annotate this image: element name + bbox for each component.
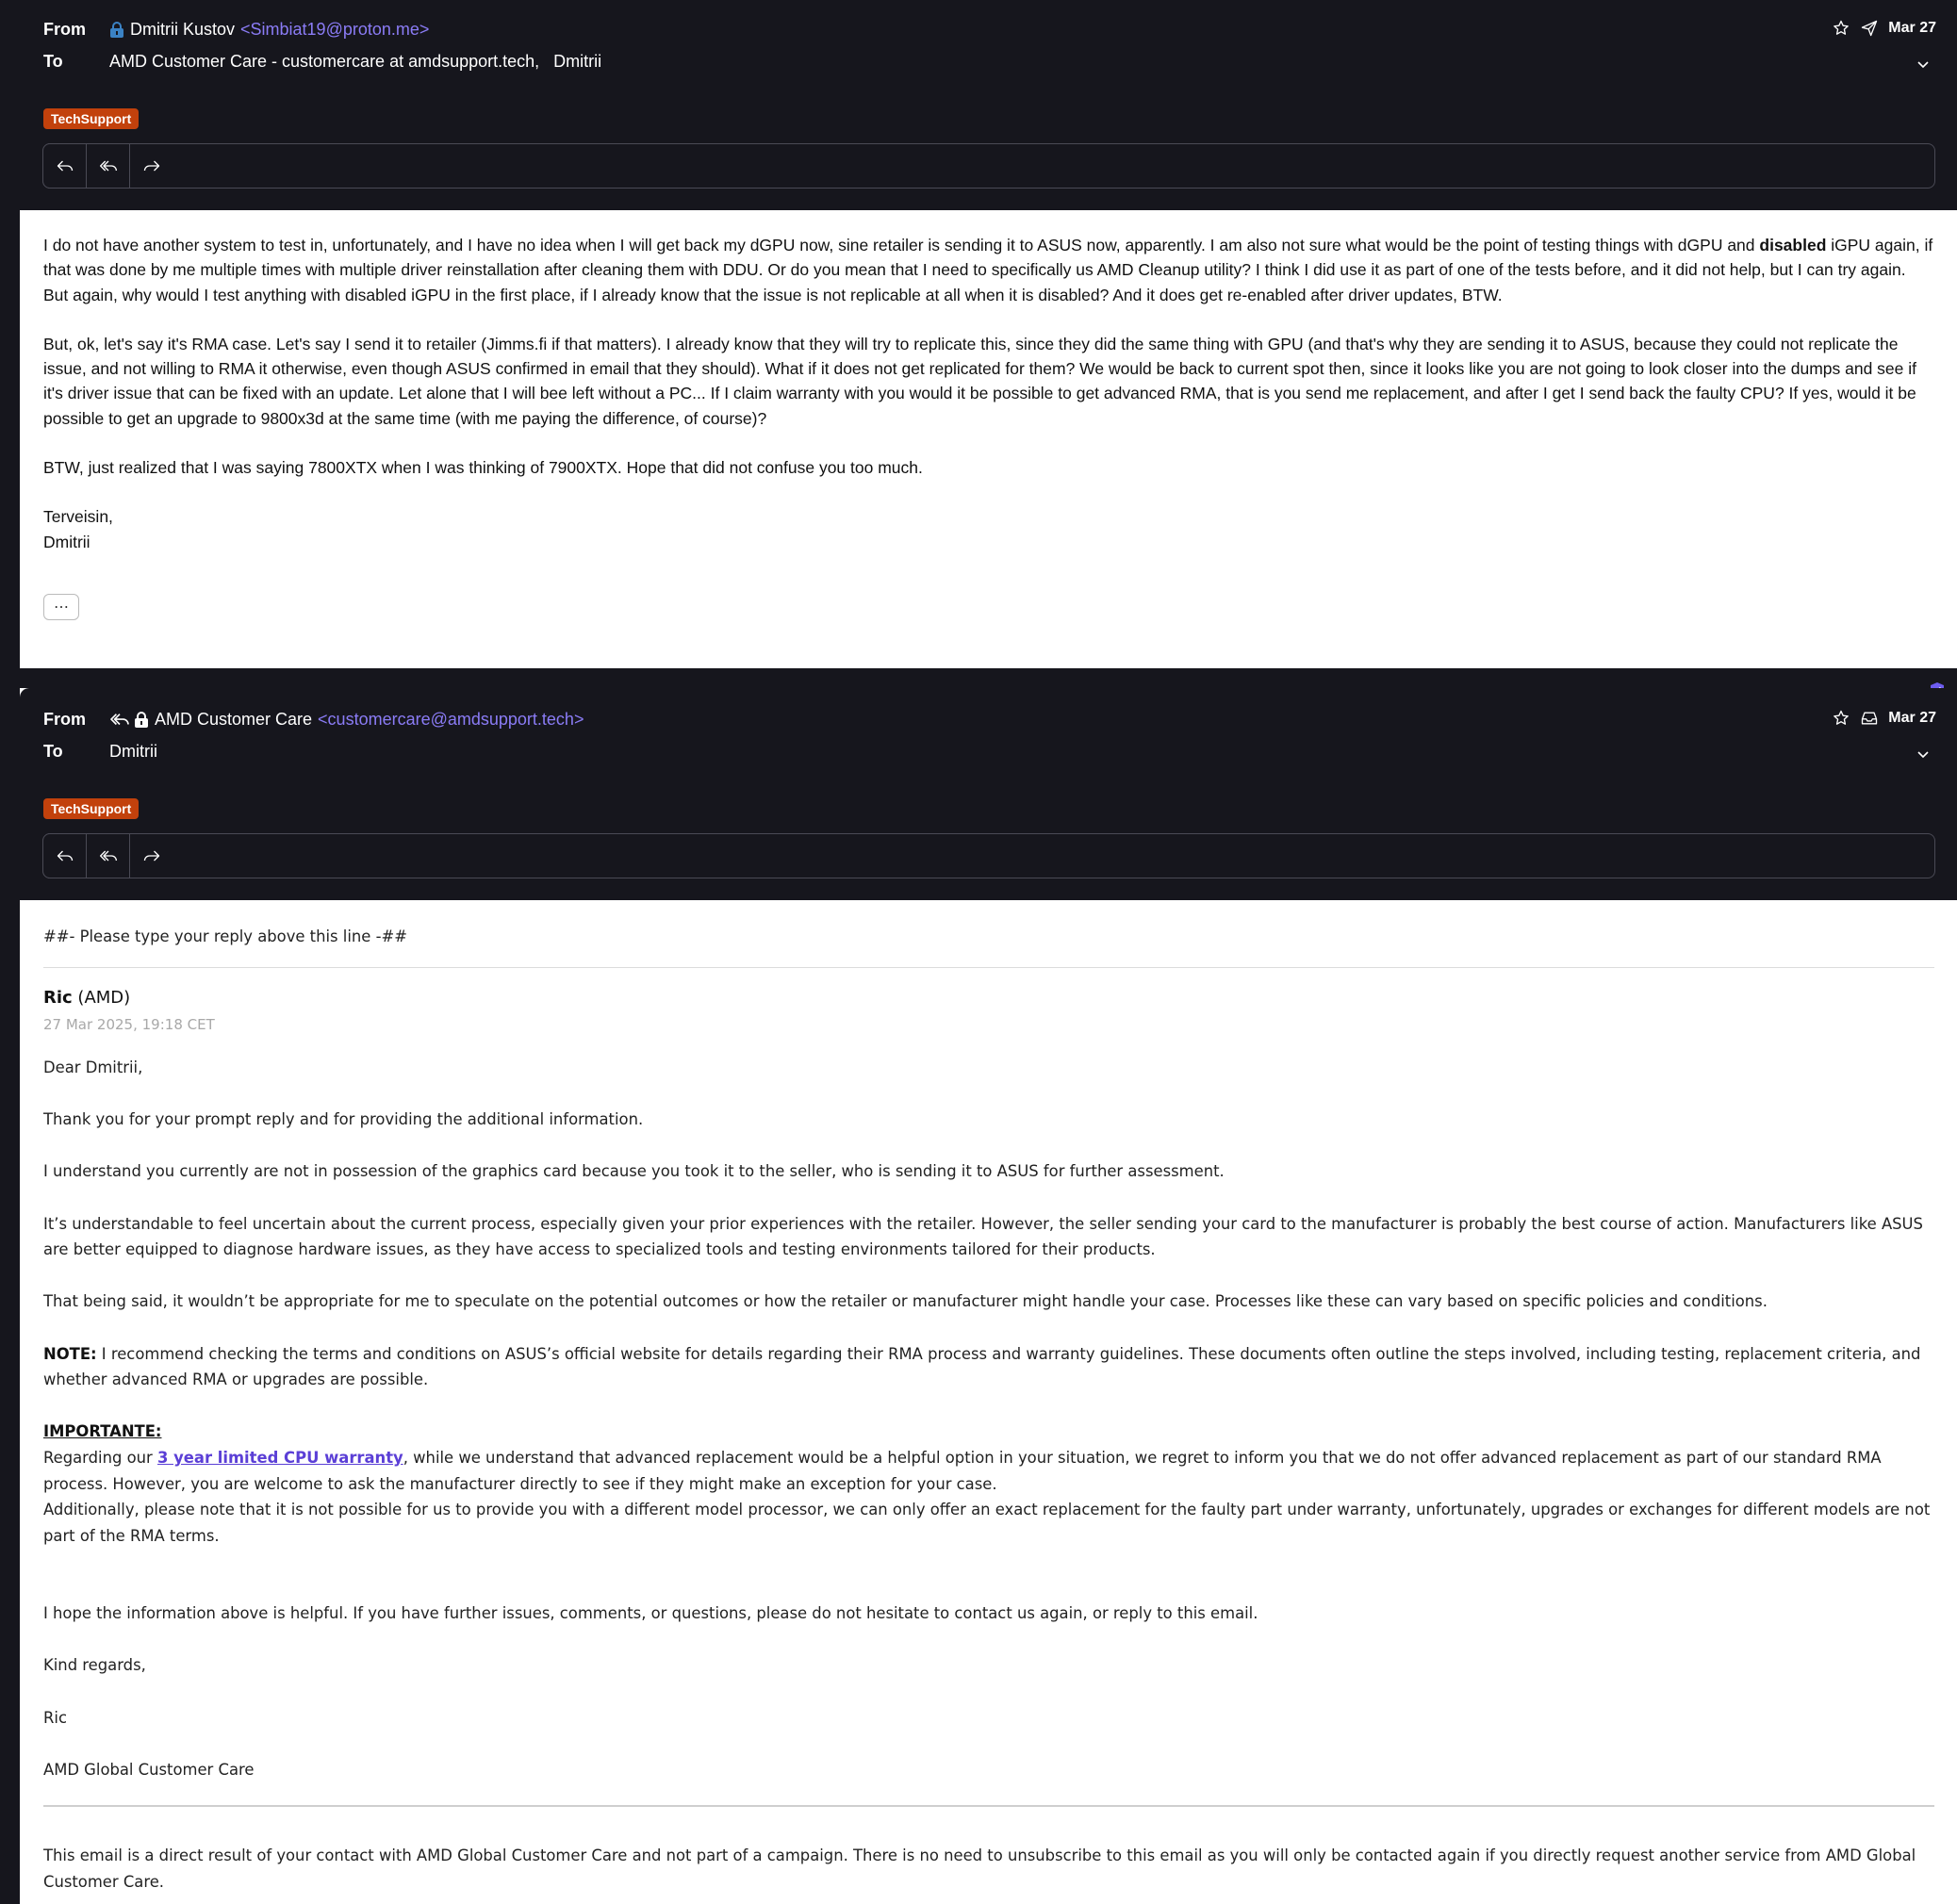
from-label: From: [43, 710, 86, 729]
body-paragraph: I understand you currently are not in possession of the graphics card because you took it to the seller, who is sending it to ASUS for further assessment.: [43, 1162, 1225, 1181]
message-header-2[interactable]: [20, 688, 1957, 900]
closing: Kind regards,: [43, 1656, 146, 1675]
importante-heading: IMPORTANTE:: [43, 1422, 162, 1441]
label-tag[interactable]: TechSupport: [43, 108, 139, 129]
to-row: [43, 52, 601, 72]
greeting: Dear Dmitrii,: [43, 1059, 143, 1076]
reply-button[interactable]: [43, 144, 87, 188]
agent-name: Ric (AMD): [43, 988, 131, 1008]
footer-disclaimer: This email is a direct result of your contact with AMD Global Customer Care and not part of a campaign. There is no need to unsubscribe to this email as you will only be contacted again if you directly request another service from AMD Global Customer Care.: [43, 1847, 1916, 1892]
body-paragraph: That being said, it wouldn’t be appropriate for me to speculate on the potential outcomes or how the retailer or manufacturer might handle your case. Processes like these can vary based on specific policies and conditions.: [43, 1292, 1768, 1311]
body-paragraph: I do not have another system to test in, unfortunately, and I have no idea when I will get back my dGPU now, sine retailer is sending it to ASUS now, apparently. I am also not sure what would be the point of testing things with dGPU and disabled iGPU again, if that was done by me multiple times with multiple driver reinstallation after cleaning them with DDU. Or do you mean that I need to specifically us AMD Cleanup utility? I think I did use it as part of one of the tests before, and it did not help, but I can try again. But again, why would I test anything with disabled iGPU in the first place, if I already know that the issue is not replicable at all when it is disabled? And it does get re-enabled after driver updates, BTW.: [43, 236, 1933, 304]
signature-name: Ric: [43, 1708, 67, 1727]
forward-button[interactable]: [130, 144, 173, 188]
message-date: Mar 27: [1888, 20, 1936, 36]
lock-icon: [109, 22, 124, 39]
reply-all-icon: [99, 846, 118, 865]
from-label: From: [43, 20, 86, 39]
chevron-down-icon[interactable]: [1916, 57, 1931, 72]
reply-all-icon: [99, 156, 118, 175]
message-body-1: [20, 210, 1957, 554]
footer-divider: [43, 1805, 1934, 1807]
sender-email[interactable]: <customercare@amdsupport.tech>: [318, 710, 584, 729]
message-body-2: [20, 900, 1957, 1896]
message-card-1: [20, 0, 1957, 668]
forward-icon: [142, 156, 161, 175]
message-card-2: [20, 688, 1957, 1904]
divider: [43, 967, 1934, 968]
body-paragraph: BTW, just realized that I was saying 7800XTX when I was thinking of 7900XTX. Hope that did not confuse you too much.: [43, 458, 923, 478]
sender-email[interactable]: <Simbiat19@proton.me>: [240, 20, 430, 39]
reply-button[interactable]: [43, 834, 87, 878]
lock-icon: [134, 712, 149, 729]
to-value[interactable]: Dmitrii: [109, 742, 157, 761]
reply-all-button[interactable]: [87, 834, 130, 878]
agent-timestamp: 27 Mar 2025, 19:18 CET: [43, 1016, 215, 1033]
star-icon[interactable]: [1832, 19, 1850, 38]
label-tag[interactable]: TechSupport: [43, 798, 139, 819]
chevron-down-icon[interactable]: [1916, 747, 1931, 762]
body-paragraph: Additionally, please note that it is not possible for us to provide you with a different model processor, we can only offer an exact replacement for the faulty part under warranty, unfortunately, upgrades or exchanges for different models are not part of the RMA terms.: [43, 1501, 1931, 1545]
from-row: [43, 20, 429, 40]
body-paragraph: I hope the information above is helpful. If you have further issues, comments, or questions, please do not hesitate to contact us again, or reply to this email.: [43, 1604, 1258, 1623]
to-label: To: [43, 52, 63, 71]
forward-icon: [142, 846, 161, 865]
inbox-icon: [1860, 709, 1879, 728]
message-header-1[interactable]: [20, 0, 1957, 210]
header-meta: [1832, 709, 1936, 728]
to-label: To: [43, 742, 63, 761]
show-quoted-button[interactable]: ⋯: [43, 594, 79, 620]
reply-icon: [56, 156, 74, 175]
reply-all-button[interactable]: [87, 144, 130, 188]
importante-paragraph: Regarding our 3 year limited CPU warranty, while we understand that advanced replacement would be a helpful option in your situation, we regret to inform you that we do not offer advanced replacement as part of our standard RMA process. However, you are welcome to ask the manufacturer directly to see if they might make an exception for your case.: [43, 1448, 1882, 1493]
reply-toolbar: [42, 143, 1935, 189]
to-value[interactable]: AMD Customer Care - customercare at amdsupport.tech, Dmitrii: [109, 52, 602, 71]
left-gutter: [0, 0, 20, 1904]
message-gap: [0, 668, 1957, 688]
body-paragraph: But, ok, let's say it's RMA case. Let's say I send it to retailer (Jimms.fi if that matters). I already know that they will try to replicate this, since they did the same thing with GPU (and that's why they are sending it to ASUS, because they could not replicate the issue, and not willing to RMA it otherwise, even though ASUS confirmed in email that they should). What if it does not get replicated for them? We would be back to current spot then, since it looks like you are not going to look closer into the dumps and see if it's driver issue that can be fixed with an update. Let alone that I will bee left without a PC... If I claim warranty with you would it be possible to get advanced RMA, that is you send me replacement, and after I get I send back the faulty CPU? If yes, would it be possible to get an upgrade to 9800x3d at the same time (with me paying the difference, of course)?: [43, 334, 1917, 428]
header-meta: [1832, 19, 1936, 38]
paper-plane-icon: [1860, 19, 1879, 38]
forward-button[interactable]: [130, 834, 173, 878]
note-paragraph: NOTE: I recommend checking the terms and conditions on ASUS’s official website for details regarding their RMA process and warranty guidelines. These documents often outline the steps involved, including testing, replacement criteria, and whether advanced RMA or upgrades are possible.: [43, 1344, 1921, 1389]
body-paragraph: Thank you for your prompt reply and for providing the additional information.: [43, 1110, 644, 1129]
replied-icon: [109, 712, 130, 729]
reply-marker: ##- Please type your reply above this line -##: [43, 927, 407, 945]
reply-icon: [56, 846, 74, 865]
body-paragraph: It’s understandable to feel uncertain about the current process, especially given your prior experiences with the retailer. However, the seller sending your card to the manufacturer is probably the best course of action. Manufacturers like ASUS are better equipped to diagnose hardware issues, as they have access to specialized tools and testing environments tailored for their products.: [43, 1214, 1923, 1259]
star-icon[interactable]: [1832, 709, 1850, 728]
signature-org: AMD Global Customer Care: [43, 1760, 255, 1779]
from-row: [43, 710, 584, 730]
reply-toolbar: [42, 833, 1935, 878]
to-row: [43, 742, 157, 762]
message-date: Mar 27: [1888, 710, 1936, 726]
warranty-link[interactable]: 3 year limited CPU warranty: [156, 1448, 403, 1467]
signature: Terveisin, Dmitrii: [43, 507, 113, 551]
sender-name[interactable]: Dmitrii Kustov: [130, 20, 236, 39]
sender-name[interactable]: AMD Customer Care: [155, 710, 313, 729]
